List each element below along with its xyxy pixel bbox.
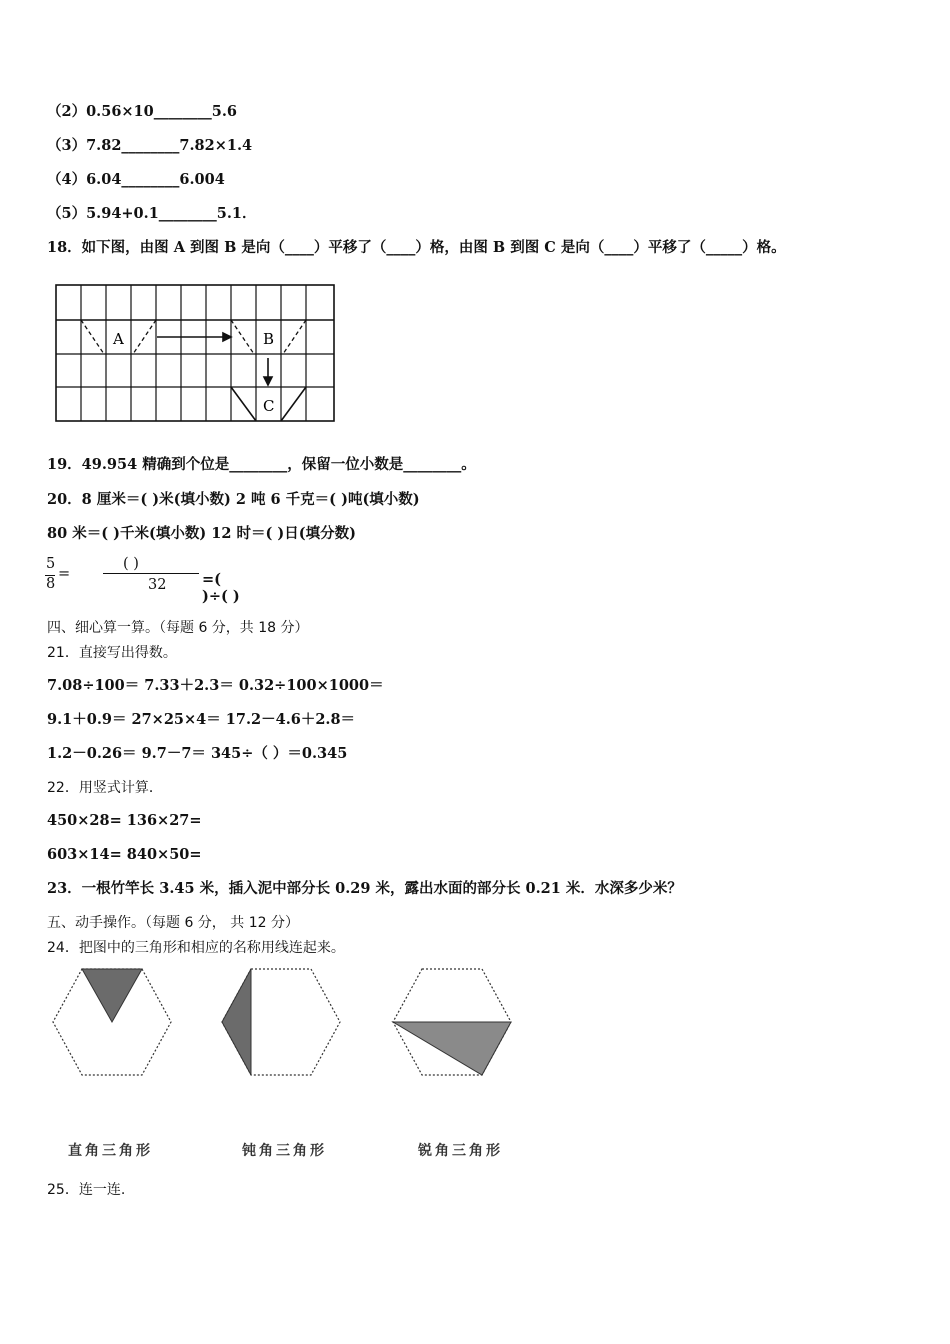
q20-line-2: 80 米＝( )千米(填小数) 12 时＝( )日(填分数) xyxy=(47,525,356,542)
q25-title: 25．连一连. xyxy=(47,1182,126,1198)
q22-row-2: 603×14= 840×50= xyxy=(47,846,202,863)
q21-row-3: 1.2－0.26＝ 9.7－7＝ 345÷（ ）＝0.345 xyxy=(47,745,348,762)
fraction-numerator: 5 xyxy=(46,556,56,572)
hexagon-figure-1 xyxy=(50,966,174,1078)
blank-denominator: 32 xyxy=(148,577,167,593)
q20-line-1: 20．8 厘米＝( )米(填小数) 2 吨 6 千克＝( )吨(填小数) xyxy=(47,491,420,508)
q21-row-1: 7.08÷100＝ 7.33＋2.3＝ 0.32÷100×1000＝ xyxy=(47,677,384,694)
division-blank: =( )÷( ) xyxy=(202,571,240,605)
label-right-triangle: 直角三角形 xyxy=(68,1143,153,1159)
q23-text: 23．一根竹竿长 3.45 米，插入泥中部分长 0.29 米，露出水面的部分长 0.21 米．水深多少米？ xyxy=(47,880,682,897)
shape-a-label: A xyxy=(113,330,124,348)
hexagon-figure-3 xyxy=(390,966,514,1078)
q19-text: 19．49.954 精确到个位是________，保留一位小数是________。 xyxy=(47,456,476,473)
q20-fraction-equation xyxy=(45,556,245,605)
hexagon-figure-2 xyxy=(219,966,343,1078)
q17-item-3: （3）7.82________7.82×1.4 xyxy=(47,137,253,154)
q24-title: 24．把图中的三角形和相应的名称用线连起来。 xyxy=(47,940,345,956)
label-obtuse-triangle: 钝角三角形 xyxy=(242,1143,327,1159)
q18-text: 18．如下图，由图 A 到图 B 是向（____）平移了（____）格，由图 B 到图 C 是向（____）平移了（_____）格。 xyxy=(47,239,786,256)
equals-sign: = xyxy=(58,566,71,582)
section-5-title: 五、动手操作。（每题 6 分， 共 12 分） xyxy=(47,915,299,931)
q17-item-4: （4）6.04________6.004 xyxy=(47,171,225,188)
translation-grid-figure xyxy=(55,284,337,424)
q21-row-2: 9.1＋0.9＝ 27×25×4＝ 17.2－4.6＋2.8＝ xyxy=(47,711,356,728)
q21-title: 21．直接写出得数。 xyxy=(47,645,177,661)
section-4-title: 四、细心算一算。（每题 6 分，共 18 分） xyxy=(47,620,309,636)
shape-b-label: B xyxy=(263,330,275,348)
q22-row-1: 450×28= 136×27= xyxy=(47,812,202,829)
label-acute-triangle: 锐角三角形 xyxy=(418,1143,503,1159)
shape-c-label: C xyxy=(263,397,275,415)
q22-title: 22．用竖式计算． xyxy=(47,780,163,796)
blank-numerator: ( ) xyxy=(123,556,139,572)
fraction-denominator: 8 xyxy=(46,576,56,592)
q17-item-2: （2）0.56×10________5.6 xyxy=(47,103,237,120)
q17-item-5: （5）5.94+0.1________5.1． xyxy=(47,205,257,222)
